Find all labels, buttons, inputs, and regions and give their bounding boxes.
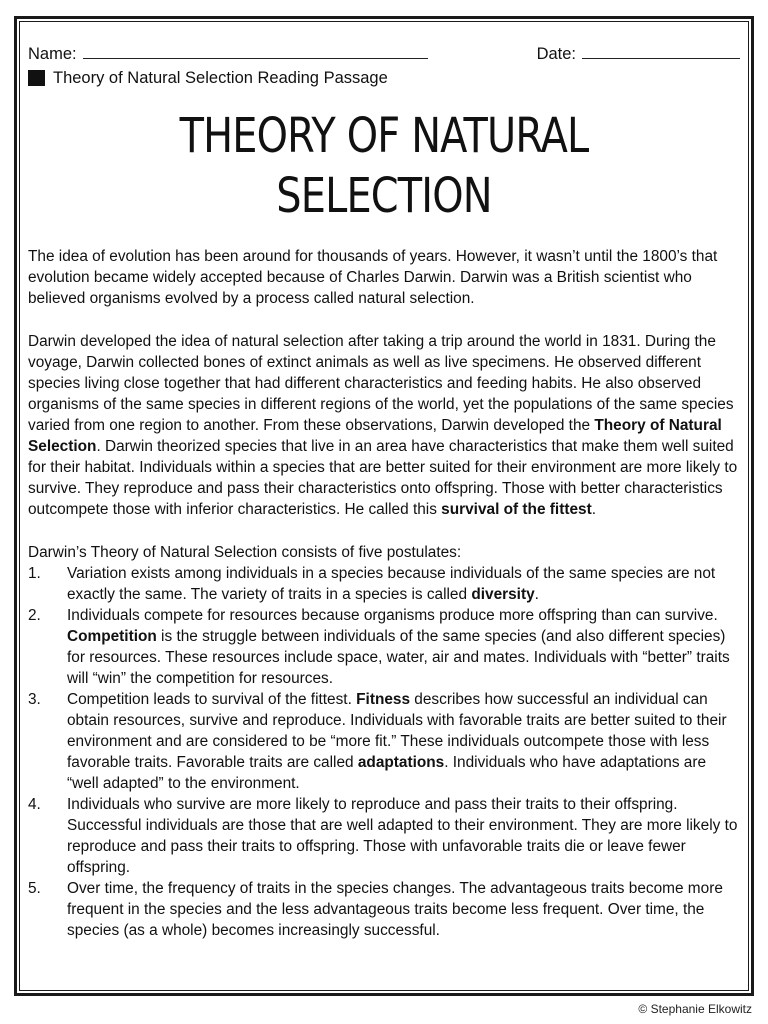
term-adaptations: adaptations xyxy=(357,754,445,771)
paragraph-intro: The idea of evolution has been around for thousands of years. However, it wasn’t until the 1800’s that evolution became widely accepted because of Charles Darwin. Darwin was a British scientist who believed organisms evolved by a process called natural selection. xyxy=(28,248,718,307)
list-item-text-part: Competition leads to survival of the fittest. xyxy=(67,691,357,708)
list-item-text xyxy=(67,563,740,605)
postulates-intro: Darwin’s Theory of Natural Selection consists of five postulates: xyxy=(28,544,462,561)
list-item xyxy=(28,878,740,941)
term-theory-of-natural-selection: Theory of Natural Selection xyxy=(28,417,722,455)
list-item-text: Individuals who survive are more likely to reproduce and pass their traits to their offspring. Successful individuals are those that are well adapted to their environment. They are more likely to reproduce and pass their traits to offspring. Those with unfavorable traits die or leave fewer offspring. xyxy=(67,796,738,876)
paragraph-darwin-text-3: . xyxy=(591,501,596,518)
list-item-text: Over time, the frequency of traits in the species changes. The advantageous traits become more frequent in the species and the less advantageous traits become less frequent. Over time, the species (as a whole) becomes increasingly successful. xyxy=(67,880,723,939)
black-square-icon xyxy=(28,70,45,86)
copyright-footer: © Stephanie Elkowitz xyxy=(638,1002,752,1016)
list-number: 4. xyxy=(28,796,41,813)
list-number: 3. xyxy=(28,691,41,708)
list-item-text-part: Individuals compete for resources because organisms produce more offspring than can survive. xyxy=(67,607,718,624)
list-item xyxy=(28,689,740,794)
paragraph-darwin-text-2: . Darwin theorized species that live in an area have characteristics that make them well suited for their habitat. Individuals within a species that are better suited for their environment are more likely to survive. They reproduce and pass their characteristics onto offspring. Those with better characteristics outcompete those with inferior characteristics. He called this xyxy=(28,438,738,518)
list-item-text-part: Variation exists among individuals in a species because individuals of the same species are not exactly the same. The variety of traits in a species is called xyxy=(67,565,716,603)
list-number: 5. xyxy=(28,880,41,897)
paragraph-darwin-text-1: Darwin developed the idea of natural selection after taking a trip around the world in 1831. During the voyage, Darwin collected bones of extinct animals as well as live specimens. He observed different species living close together that had different characteristics and feeding habits. He also observed organisms of the same species in different regions of the world, yet the populations of the same species varied from one region to another. From these observations, Darwin developed the xyxy=(28,333,734,434)
list-item-text-part: is the struggle between individuals of the same species (and also different species) for resources. These resources include space, water, air and mates. Individuals with “better” traits will “win” the competition for resources. xyxy=(67,628,730,687)
list-item-text-part: . xyxy=(534,586,539,603)
worksheet-content xyxy=(28,40,740,941)
list-number: 2. xyxy=(28,607,41,624)
term-fitness: Fitness xyxy=(356,691,411,708)
name-label: Name: xyxy=(28,45,77,63)
list-item-text xyxy=(67,605,740,689)
term-survival-of-the-fittest: survival of the fittest xyxy=(441,501,592,518)
date-label: Date: xyxy=(536,45,576,63)
list-item xyxy=(28,794,740,878)
list-item xyxy=(28,563,740,605)
list-item xyxy=(28,605,740,689)
term-diversity: diversity xyxy=(471,586,535,603)
list-number: 1. xyxy=(28,565,41,582)
list-item-text xyxy=(67,689,740,794)
paragraph-darwin xyxy=(28,331,740,520)
list-item-text-part: describes how successful an individual can obtain resources, survive and reproduce. Individuals with favorable traits are better suited to their environment and are considered to be “more fit.” These individuals outcompete those with less favorable traits. Favorable traits are called xyxy=(67,691,727,771)
date-field[interactable] xyxy=(582,40,740,59)
subtitle-row xyxy=(28,66,740,90)
postulates-list xyxy=(28,563,740,941)
header-row xyxy=(28,40,740,66)
page-title: THEORY OF NATURAL SELECTION xyxy=(179,108,589,224)
worksheet-subtitle: Theory of Natural Selection Reading Passage xyxy=(53,68,388,87)
list-item-text-part: . Individuals who have adaptations are “well adapted” to the environment. xyxy=(67,754,707,792)
term-competition: Competition xyxy=(67,628,157,645)
name-field[interactable] xyxy=(83,40,428,59)
